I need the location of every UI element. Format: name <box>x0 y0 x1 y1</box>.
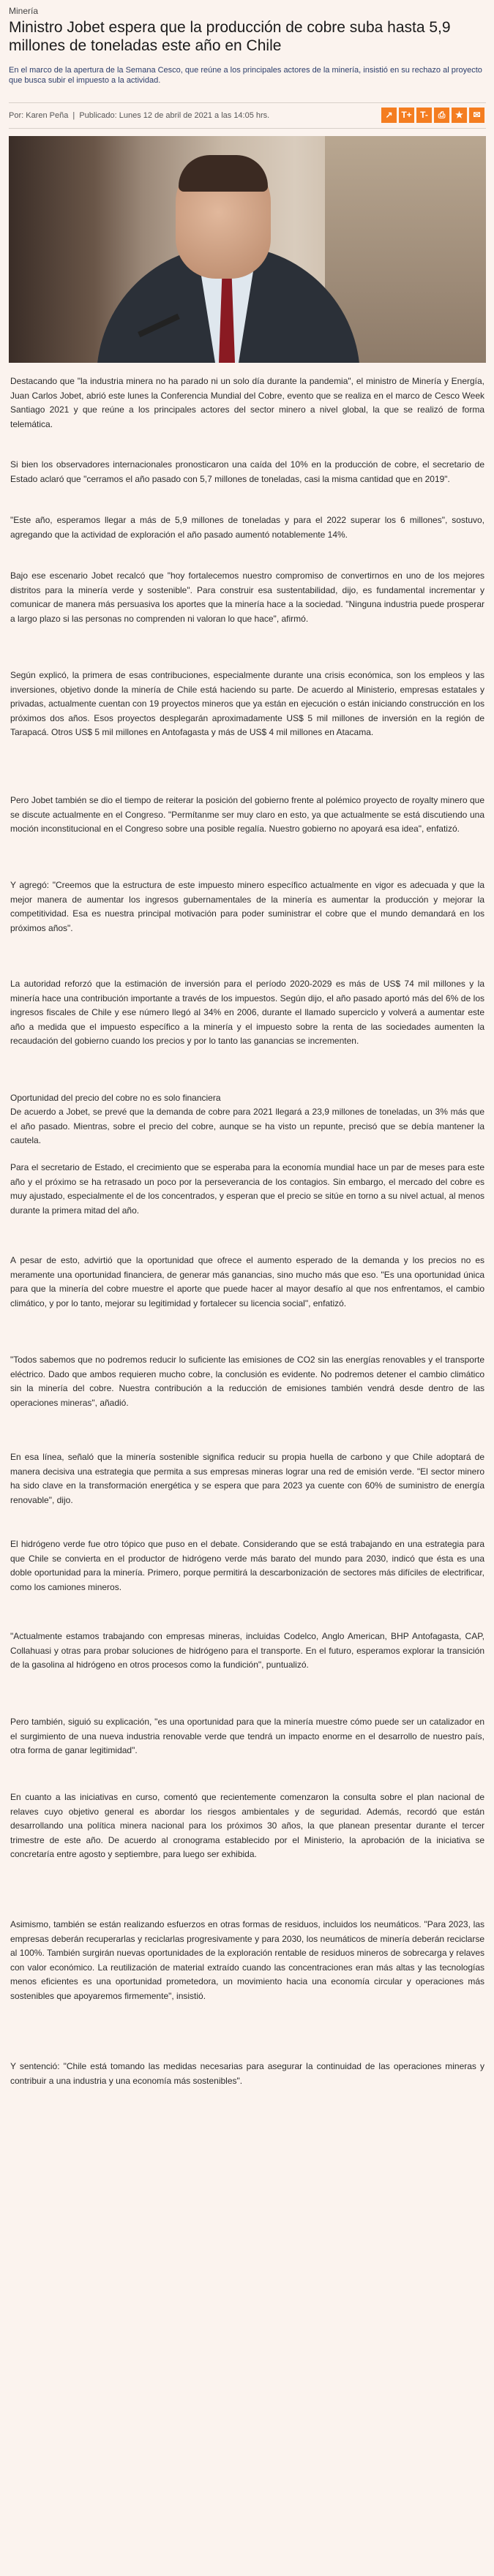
article-lead: En el marco de la apertura de la Semana Cesco, que reúne a los principales actores de la minería, insistió en su rechazo al proyecto que busca subir el impuesto a la actividad. <box>9 66 482 85</box>
paragraph: Si bien los observadores internacionales pronosticaron una caída del 10% en la producción de cobre, el secretario de Estado aclaró que "cerramos el año pasado con 5,7 millones de toneladas, casi la misma cantidad que en 2019". <box>10 459 484 484</box>
paragraph: A pesar de esto, advirtió que la oportunidad que ofrece el aumento esperado de la demanda y los precios no es meramente una oportunidad financiera, de generar más ganancias, sino mucho más que eso. "Es una oportunidad única para que la minería del cobre muestre el aporte que puede hacer al mayor desafío al que nos enfrentamos, el cambio climático, y por lo tanto, mejorar su legitimidad y fortalecer su licencia social", enfatizó. <box>10 1255 484 1308</box>
paragraph: Y sentenció: "Chile está tomando las medidas necesarias para asegurar la continuidad de las operaciones mineras y contribuir a una industria y una economía más sostenibles". <box>10 2061 484 2086</box>
paragraph: "Todos sabemos que no podremos reducir lo suficiente las emisiones de CO2 sin las energías renovables y el transporte eléctrico. Dado que ambos requieren mucho cobre, la conclusión es evidente. No podremos detener el cambio climático sin la minería del cobre. Nuestra contribución a la reducción de emisiones también vendrá desde dentro de las operaciones mineras", añadió. <box>10 1355 484 1408</box>
publish-date: Publicado: Lunes 12 de abril de 2021 a las 14:05 hrs. <box>79 111 270 120</box>
paragraph: En esa línea, señaló que la minería sostenible significa reducir su propia huella de carbono y que Chile adoptará de manera decisiva una estrategia que permita a sus empresas mineras lograr una red de emisión verde. "El sector minero ha sido clave en la transformación energética y se espera que para 2023 ya cuente con 60% de suministro de energía renovable", dijo. <box>10 1452 484 1505</box>
paragraph: En cuanto a las iniciativas en curso, comentó que recientemente comenzaron la consulta sobre el plan nacional de relaves cuyo objetivo general es abordar los riesgos ambientales y de seguridad. Además, recordó que están desarrollando una política minera nacional para los próximos 30 años, la que planean presentar durante el tercer trimestre de este año. De acuerdo al cronograma establecido por el Ministerio, la aprobación de la iniciativa se concretaría entre agosto y septiembre, para luego ser exhibida. <box>10 1792 484 1859</box>
paragraph: Pero Jobet también se dio el tiempo de reiterar la posición del gobierno frente al polémico proyecto de royalty minero que se discute actualmente en el Congreso. "Permítanme ser muy claro en esto, ya que actualmente se está discutiendo una moción inconstitucional en el Congreso sobre una posible regalía. Nuestro gobierno no apoyará esa idea", enfatizó. <box>10 795 484 834</box>
paragraph: Asimismo, también se están realizando esfuerzos en otras formas de residuos, incluidos los neumáticos. "Para 2023, las empresas deberán recuperarlas y reciclarlas progresivamente y para 2030, los neumáticos de minería deberán reciclarse al 100%. También surgirán nuevas oportunidades de la exploración rentable de residuos mineros de sobrecarga y relaves con valor económico. La reutilización de material extraído cuando las concentraciones eran más altas y las tecnologías menos eficientes es una oportunidad prometedora, un movimiento hacia una economía circular y operaciones más sostenibles que apoyaremos firmemente", insistió. <box>10 1919 484 2001</box>
byline-bar <box>9 102 486 129</box>
paragraph: El hidrógeno verde fue otro tópico que puso en el debate. Considerando que se está trabajando en una estrategia para que Chile se convierta en el productor de hidrógeno verde más barato del mundo para 2030, indicó que ésta es una doble oportunidad para la minería. Primero, porque permitirá la descarbonización de sectores más difíciles de electrificar, como los camiones mineros. <box>10 1539 484 1592</box>
paragraph: "Actualmente estamos trabajando con empresas mineras, incluidas Codelco, Anglo American, BHP Antofagasta, CAP, Collahuasi y otras para probar soluciones de hidrógeno para el transporte. En el futuro, esperamos explorar la transición de la gasolina al hidrógeno en otros procesos como la fundición", puntualizó. <box>10 1631 484 1670</box>
paragraph: La autoridad reforzó que la estimación de inversión para el período 2020-2029 es más de US$ 74 mil millones y la minería hace una contribución importante a través de los impuestos. Según dijo, el año pasado aportó más del 6% de los ingresos fiscales de Chile y ese número llegó al 34% en 2006, durante el llamado superciclo y volverá a aumentar este año a medida que el impuesto específico a la minería y el impuesto sobre la renta de las sociedades aumenten la recaudación del gobierno cuando los precios y por lo tanto las ganancias se incrementen. <box>10 979 484 1046</box>
paragraph: De acuerdo a Jobet, se prevé que la demanda de cobre para 2021 llegará a 23,9 millones de toneladas, un 3% más que el año pasado. Mientras, sobre el precio del cobre, aunque se ha visto un repunte, precisó que se debía mantener la cautela. <box>10 1107 484 1145</box>
paragraph: Para el secretario de Estado, el crecimiento que se esperaba para la economía mundial hace un par de meses para este año y el próximo se ha retrasado un poco por la perseverancia de los contagios. Sin embargo, el mercado del cobre es muy ajustado, especialmente el de los concentrados, y esperan que el precio se sitúe en torno a su nivel actual, al menos durante la primera mitad del año. <box>10 1162 484 1216</box>
article-photo <box>9 136 486 363</box>
paragraph: Destacando que "la industria minera no ha parado ni un solo día durante la pandemia", el ministro de Minería y Energía, Juan Carlos Jobet, abrió este lunes la Conferencia Mundial del Cobre, evento que se realiza en el marco de Cesco Week Santiago 2021 y que reúne a los principales actores del sector minero a nivel global, la que se realizó de forma telemática. <box>10 376 484 429</box>
author: Por: Karen Peña <box>9 111 69 120</box>
article-title: Ministro Jobet espera que la producción de cobre suba hasta 5,9 millones de toneladas este año en Chile <box>9 19 451 54</box>
font-increase-icon[interactable]: T+ <box>399 108 414 123</box>
arrow-up-icon[interactable]: ↗ <box>381 108 397 123</box>
share-toolbar <box>381 108 484 123</box>
print-icon[interactable]: ⎙ <box>434 108 449 123</box>
paragraph: Pero también, siguió su explicación, "es una oportunidad para que la minería muestre cómo puede ser un catalizador en el surgimiento de una nueva industria renovable verde que tendrá un impacto enorme en el desarrollo de nuestro país, otra forma de ganar legitimidad". <box>10 1717 484 1755</box>
font-decrease-icon[interactable]: T- <box>416 108 432 123</box>
paragraph: "Este año, esperamos llegar a más de 5,9 millones de toneladas y para el 2022 superar los 6 millones", sostuvo, agregando que la actividad de exploración el año pasado aumentó notablemente 14%. <box>10 515 484 540</box>
bookmark-icon[interactable]: ★ <box>452 108 467 123</box>
section-label[interactable]: Minería <box>9 6 39 16</box>
email-icon[interactable]: ✉ <box>469 108 484 123</box>
paragraph: Bajo ese escenario Jobet recalcó que "hoy fortalecemos nuestro compromiso de convertirnos en uno de los mejores distritos para la minería verde y sostenible". Para construir esa sustentabilidad, dijo, es fundamental incrementar y comunicar de manera más persuasiva los aportes que la minería hace a la sociedad. "Ninguna industria puede prosperar a largo plazo si las personas no comprenden ni valoran lo que hace", afirmó. <box>10 570 484 624</box>
paragraph: Según explicó, la primera de esas contribuciones, especialmente durante una crisis económica, son los empleos y las inversiones, objetivo donde la minería de Chile está haciendo su parte. De acuerdo al Ministerio, empresas estatales y privadas, actualmente cuentan con 19 proyectos mineros que ya están en ejecución o están iniciando construcción en los próximos dos años. Esos proyectos desplegarán aproximadamente US$ 5 mil millones de inversión en la región de Tarapacá. Otros US$ 5 mil millones en Antofagasta y más de US$ 4 mil millones en Atacama. <box>10 670 484 737</box>
byline: Por: Karen Peña | Publicado: Lunes 12 de abril de 2021 a las 14:05 hrs. <box>9 111 270 120</box>
paragraph: Y agregó: "Creemos que la estructura de este impuesto minero específico actualmente en vigor es adecuada y que la mejor manera de aumentar los ingresos gubernamentales de la minería es aumentar la producción y mejorar la competitividad. Esa es nuestra principal motivación para poder suministrar el cobre que el mundo demandará en los próximos años". <box>10 880 484 933</box>
subheading: Oportunidad del precio del cobre no es solo financiera <box>10 1093 221 1103</box>
